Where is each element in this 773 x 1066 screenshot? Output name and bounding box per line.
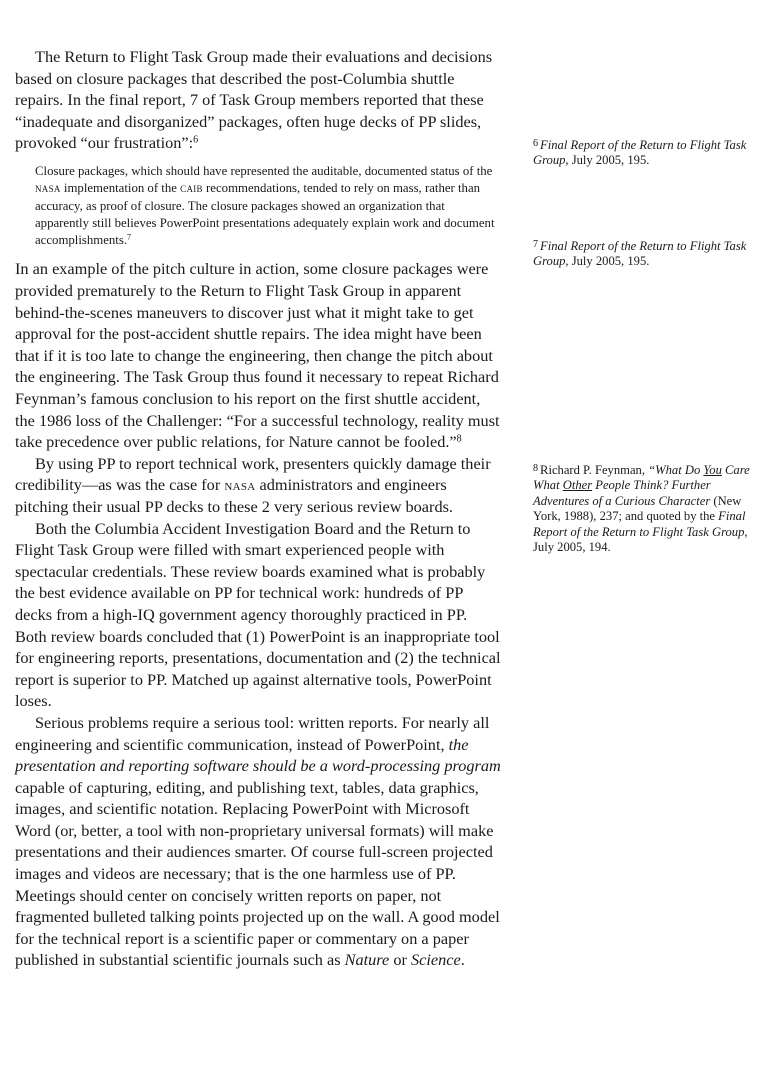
sidenote-text: (New York, 1988), 237; and quoted by the	[533, 493, 742, 524]
sidenote-7	[533, 237, 761, 270]
journal-science: Science	[410, 950, 461, 970]
sidenote-author: Richard P. Feynman,	[540, 463, 649, 478]
quote-text: recommendations, tended to rely on mass, rather than accuracy, as proof of closure. The closure packages showed an organization that apparently still believes PowerPoint presentations adequately explain work and document accomplishments.	[35, 181, 495, 248]
paragraph-review-boards	[15, 518, 502, 712]
footnote-ref-6: 6	[193, 134, 199, 146]
paragraph-text: capable of capturing, editing, and publishing text, tables, data graphics, images, and scientific notation. Replacing PowerPoint with Microsoft Word (or, better, a tool with non-proprietary universal formats) will make presentations and their audiences smarter. Of course full-screen projected images and videos are necessary; that is the one harmless use of PP. Meetings should center on concisely written reports on paper, not fragmented bulleted talking points projected up on the wall. A good model for the technical report is a scientific paper or commentary on a paper published in substantial scientific journals such as	[15, 777, 500, 970]
sidenote-title: Final Report of the Return to Flight Task Group	[533, 138, 747, 168]
paragraph-closure-packages	[15, 46, 502, 154]
paragraph-text: Serious problems require a serious tool: written reports. For nearly all engineering and scientific communication, instead of PowerPoint,	[15, 712, 490, 754]
paragraph-pitch-culture	[15, 258, 502, 452]
quote-text: Closure packages, which should have represented the auditable, documented status of the	[35, 163, 493, 178]
sidenote-title: Final Report of the Return to Flight Task Group	[533, 509, 746, 539]
footnote-ref-8: 8	[456, 433, 462, 445]
footnote-ref-7: 7	[127, 232, 132, 242]
paragraph-text: .	[460, 950, 465, 970]
sidenote-number: 8	[533, 463, 539, 474]
paragraph-text: In an example of the pitch culture in action, some closure packages were provided prematurely to the Return to Flight Task Group in apparent behind-the-scenes maneuvers to discover just what it might take to get approval for the post-accident shuttle repairs. The idea might have been that if it is too late to change the engineering, then change the pitch about the engineering. The Task Group thus found it necessary to repeat Richard Feynman’s famous conclusion to his report on the first shuttle accident, the 1986 loss of the Challenger: “For a successful technology, reality must take precedence over public relations, for Nature cannot be fooled.”	[15, 259, 500, 452]
sidenote-text: , July 2005, 195.	[565, 254, 650, 269]
sidenote-6	[533, 136, 761, 169]
paragraph-text: Both the Columbia Accident Investigation Board and the Return to Flight Task Group were filled with smart experienced people with spectacular credentials. These review boards examined what is probably the best evidence available on PP for technical work: hundreds of PP decks from a high-IQ government agency thoroughly practiced in PP. Both review boards concluded that (1) PowerPoint is an inappropriate tool for engineering reports, presentations, documentation and (2) the technical report is superior to PP. Matched up against alternative tools, PowerPoint loses.	[15, 518, 501, 711]
main-text-column	[15, 46, 502, 971]
sidenote-number: 7	[533, 239, 539, 250]
sidenote-text: , July 2005, 194.	[533, 524, 748, 555]
block-quote	[35, 163, 497, 249]
sidenote-text: , July 2005, 195.	[565, 153, 650, 168]
paragraph-text: or	[389, 950, 411, 970]
sidenote-8	[533, 461, 765, 555]
sidenote-number: 6	[533, 138, 539, 149]
paragraph-serious-tool	[15, 712, 502, 971]
quote-text: implementation of the	[60, 181, 181, 196]
nasa-abbrev: nasa	[35, 181, 61, 196]
journal-nature: Nature	[344, 950, 390, 970]
emphasis-text: the presentation and reporting software should be a word-processing program	[15, 734, 501, 776]
paragraph-text: administrators and engineers pitching their usual PP decks to these 2 very serious review boards.	[15, 475, 453, 516]
paragraph-credibility	[15, 453, 502, 518]
sidenote-title: Final Report of the Return to Flight Task Group	[533, 239, 747, 269]
nasa-abbrev: nasa	[224, 475, 256, 495]
caib-abbrev: caib	[180, 181, 203, 196]
paragraph-text: The Return to Flight Task Group made their evaluations and decisions based on closure packages that described the post-Columbia shuttle repairs. In the final report, 7 of Task Group members reported that these “inadequate and disorganized” packages, often huge decks of PP slides, provoked “our frustration”:	[15, 47, 493, 153]
sidenote-book-title: “What Do You Care What Other People Think? Further Adventures of a Curious Character	[533, 463, 750, 508]
paragraph-text: By using PP to report technical work, presenters quickly damage their credibility—as was the case for	[15, 453, 491, 495]
